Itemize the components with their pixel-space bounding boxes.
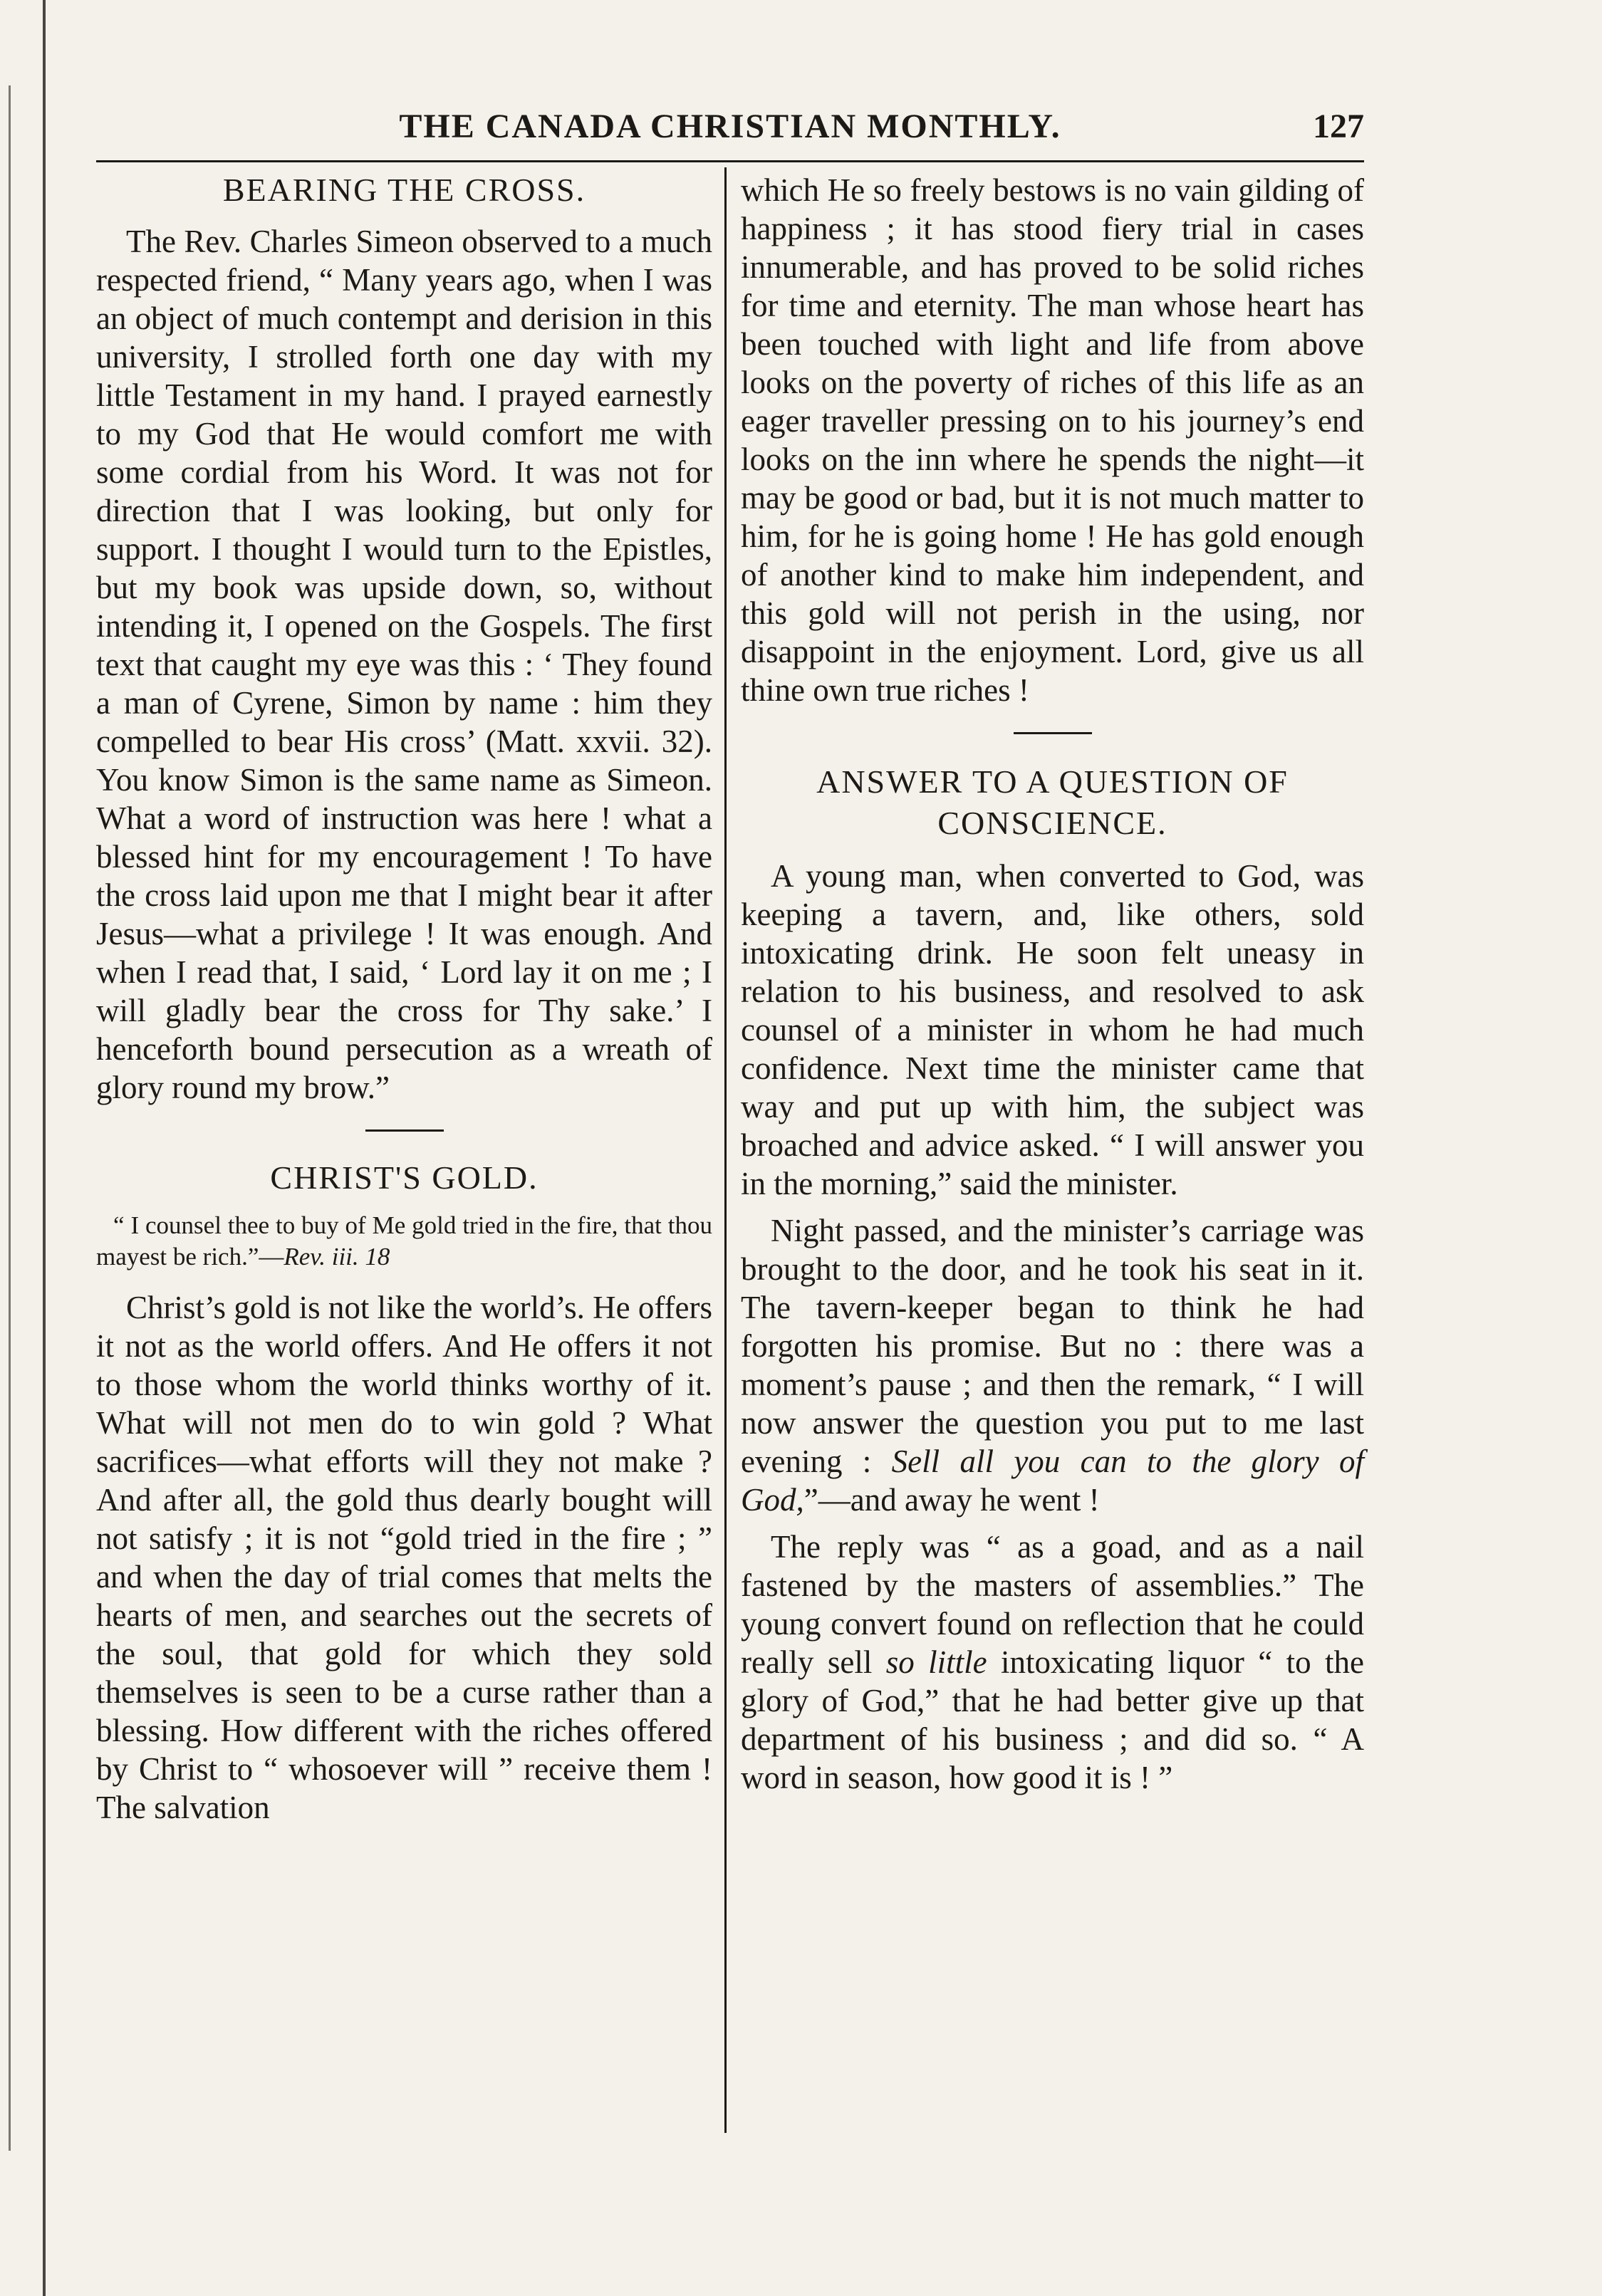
binding-edge-line	[43, 0, 46, 2296]
epigraph	[96, 1210, 712, 1273]
article-paragraph: A young man, when converted to God, was keeping a tavern, and, like others, sold intoxicating drink. He soon felt uneasy in relation to his business, and resolved to ask counsel of a minister in whom he had much confidence. Next time the minister came that way and put up with him, the subject was broached and advice asked. “ I will answer you in the morning,” said the minister.	[741, 858, 1364, 1201]
article-continuation: which He so freely bestows is no vain gilding of happiness ; it has stood fiery trial in cases innumerable, and has proved to be solid riches for time and eternity. The man whose heart has been touched with light and life from above looks on the poverty of riches of this life as an eager traveller pressing on to his journey’s end looks on the inn where he spends the night—it may be good or bad, but it is not much matter to him, for he is going home ! He has gold enough of another kind to make him independent, and this gold will not perish in the using, nor disappoint in the enjoyment. Lord, give us all thine own true riches !	[741, 172, 1364, 708]
article-title-bearing-the-cross: BEARING THE CROSS.	[222, 172, 586, 208]
italic-run: so little	[885, 1644, 987, 1680]
article-paragraph: The Rev. Charles Simeon observed to a much respected friend, “ Many years ago, when I was an object of much contempt and derision in this university, I strolled forth one day with my little Testament in my hand. I prayed earnestly to my God that He would comfort me with some cordial from his Word. It was not for direction that I was looking, but only for support. I thought I would turn to the Epistles, but my book was upside down, so, without intending it, I opened on the Gospels. The first text that caught my eye was this : ‘ They found a man of Cyrene, Simon by name : him they compelled to bear His cross’ (Matt. xxvii. 32). You know Simon is the same name as Simeon. What a word of instruction was here ! what a blessed hint for my encouragement ! To have the cross laid upon me that I might bear it after Jesus—what a privilege ! It was enough. And when I read that, I said, ‘ Lord lay it on me ; I will gladly bear the cross for Thy sake.’ I henceforth bound persecution as a wreath of glory round my brow.”	[96, 224, 712, 1105]
section-divider	[1014, 732, 1092, 734]
epigraph-reference: Rev. iii. 18	[284, 1243, 390, 1270]
article-paragraph: Christ’s gold is not like the world’s. He offers it not as the world offers. And He offers it not to those whom the world thinks worthy of it. What will not men do to win gold ? What sacrifices—what efforts will they not make ? And after all, the gold thus dearly bought will not satisfy ; it is not “gold tried in the fire ; ” and when the day of trial comes that melts the hearts of men, and searches out the secrets of the soul, that gold for which they sold themselves is seen to be a curse rather than a blessing. How different with the riches offered by Christ to “ whosoever will ” receive them ! The salvation	[96, 1290, 712, 1825]
binding-edge-line-outer	[9, 85, 11, 2151]
text-run: Night passed, and the minister’s carriage was brought to the door, and he took his seat in it. The tavern-keeper began to think he had forgotten his promise. But no : there was a moment’s pause ; and then the remark, “ I will now answer the question you put to me last evening :	[741, 1213, 1364, 1479]
right-column	[741, 171, 1364, 1797]
text-run: ”—and away he went !	[803, 1482, 1100, 1518]
running-head	[96, 107, 1364, 157]
title-line-2: CONSCIENCE.	[937, 805, 1167, 841]
journal-title: THE CANADA CHRISTIAN MONTHLY.	[399, 108, 1061, 145]
column-rule	[724, 167, 727, 2133]
article-title-christs-gold: CHRIST'S GOLD.	[270, 1159, 539, 1196]
text-run: The reply was “ as a goad, and as a nail fastened by the masters of assemblies.” The young convert found on reflection that he could really sell	[741, 1529, 1364, 1680]
text-run: intoxicating liquor “ to the glory of God,” that he had better give up that department of his business ; and did so. “ A word in season, how good it is ! ”	[741, 1644, 1364, 1795]
article-paragraph	[741, 1528, 1364, 1797]
section-divider	[365, 1129, 444, 1132]
italic-run: Sell all you can to the glory of God,	[741, 1444, 1364, 1518]
left-column	[96, 171, 712, 1827]
article-paragraph	[741, 1211, 1364, 1519]
article-title-answer-to-a-question	[741, 761, 1364, 844]
epigraph-text: “ I counsel thee to buy of Me gold tried in the fire, that thou mayest be rich.”—	[96, 1211, 712, 1270]
header-rule	[96, 160, 1364, 162]
page-number: 127	[1313, 108, 1364, 145]
title-line-1: ANSWER TO A QUESTION OF	[816, 763, 1289, 800]
